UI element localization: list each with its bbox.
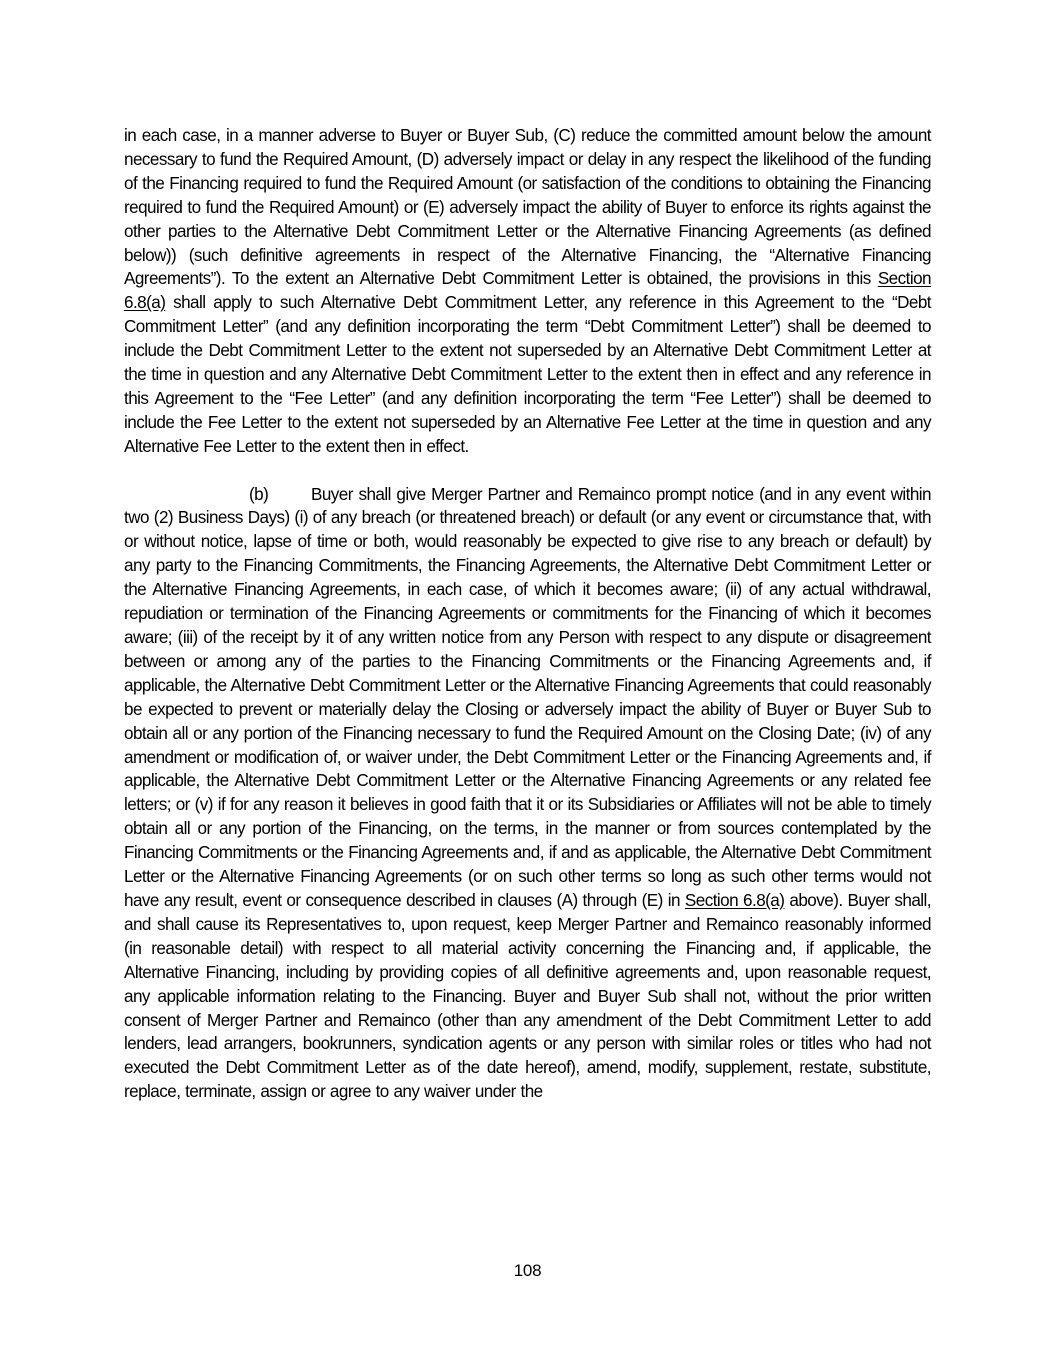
page-number: 108 [513, 1261, 542, 1280]
paragraph-text: shall apply to such Alternative Debt Commitment Letter, any reference in this Agreement to the “Debt Commitment Letter” (and any definition incorporating the term “Debt Commitment Letter”) shall be deemed to include the Debt Commitment Letter to the extent not superseded by an Alternative Debt Commitment Letter at the time in question and any Alternative Debt Commitment Letter to the extent then in effect and any reference in this Agreement to the “Fee Letter” (and any definition incorporating the term “Fee Letter”) shall be deemed to include the Fee Letter to the extent not superseded by an Alternative Fee Letter at the time in question and any Alternative Fee Letter to the extent then in effect. [124, 293, 931, 456]
section-reference: Section 6.8(a) [684, 890, 785, 910]
paragraph-text: Buyer shall give Merger Partner and Remainco prompt notice (and in any event within two (2) Business Days) (i) of any breach (or threatened breach) or default (or any event or circumstance that, with or without notice, lapse of time or both, would reasonably be expected to give rise to any breach or default) by any party to the Financing Commitments, the Financing Agreements, the Alternative Debt Commitment Letter or the Alternative Financing Agreements, in each case, of which it becomes aware; (ii) of any actual withdrawal, repudiation or termination of the Financing Agreements or commitments for the Financing of which it becomes aware; (iii) of the receipt by it of any written notice from any Person with respect to any dispute or disagreement between or among any of the parties to the Financing Commitments or the Financing Agreements and, if applicable, the Alternative Debt Commitment Letter or the Alternative Financing Agreements that could reasonably be expected to prevent or materially delay the Closing or adversely impact the ability of Buyer or Buyer Sub to obtain all or any portion of the Financing necessary to fund the Required Amount on the Closing Date; (iv) of any amendment or modification of, or waiver under, the Debt Commitment Letter or the Financing Agreements and, if applicable, the Alternative Debt Commitment Letter or the Alternative Financing Agreements or any related fee letters; or (v) if for any reason it believes in good faith that it or its Subsidiaries or Affiliates will not be able to timely obtain all or any portion of the Financing, on the terms, in the manner or from sources contemplated by the Financing Commitments or the Financing Agreements and, if and as applicable, the Alternative Debt Commitment Letter or the Alternative Financing Agreements (or on such other terms so long as such other terms would not have any result, event or consequence described in clauses (A) through (E) in [124, 484, 931, 910]
paragraph-text: above). Buyer shall, and shall cause its Representatives to, upon request, keep Merger Partner and Remainco reasonably informed (in reasonable detail) with respect to all material activity concerning the Financing and, if applicable, the Alternative Financing, including by providing copies of all definitive agreements and, upon reasonable request, any applicable information relating to the Financing. Buyer and Buyer Sub shall not, without the prior written consent of Merger Partner and Remainco (other than any amendment of the Debt Commitment Letter to add lenders, lead arrangers, bookrunners, syndication agents or any person with similar roles or titles who had not executed the Debt Commitment Letter as of the date hereof), amend, modify, supplement, restate, substitute, replace, terminate, assign or agree to any waiver under the [124, 890, 931, 1102]
document-page [124, 124, 931, 1104]
section-reference: Section 6.8(a) [124, 269, 931, 313]
paragraph-continued [124, 124, 931, 459]
paragraph-text: in each case, in a manner adverse to Buyer or Buyer Sub, (C) reduce the committed amount below the amount necessary to fund the Required Amount, (D) adversely impact or delay in any respect the likelihood of the funding of the Financing required to fund the Required Amount (or satisfaction of the conditions to obtaining the Financing required to fund the Required Amount) or (E) adversely impact the ability of Buyer to enforce its rights against the other parties to the Alternative Debt Commitment Letter or the Alternative Financing Agreements (as defined below)) (such definitive agreements in respect of the Alternative Financing, the “Alternative Financing Agreements”). To the extent an Alternative Debt Commitment Letter is obtained, the provisions in this [124, 126, 931, 289]
paragraph-label: (b) [249, 484, 269, 504]
paragraph-b [124, 483, 931, 1105]
